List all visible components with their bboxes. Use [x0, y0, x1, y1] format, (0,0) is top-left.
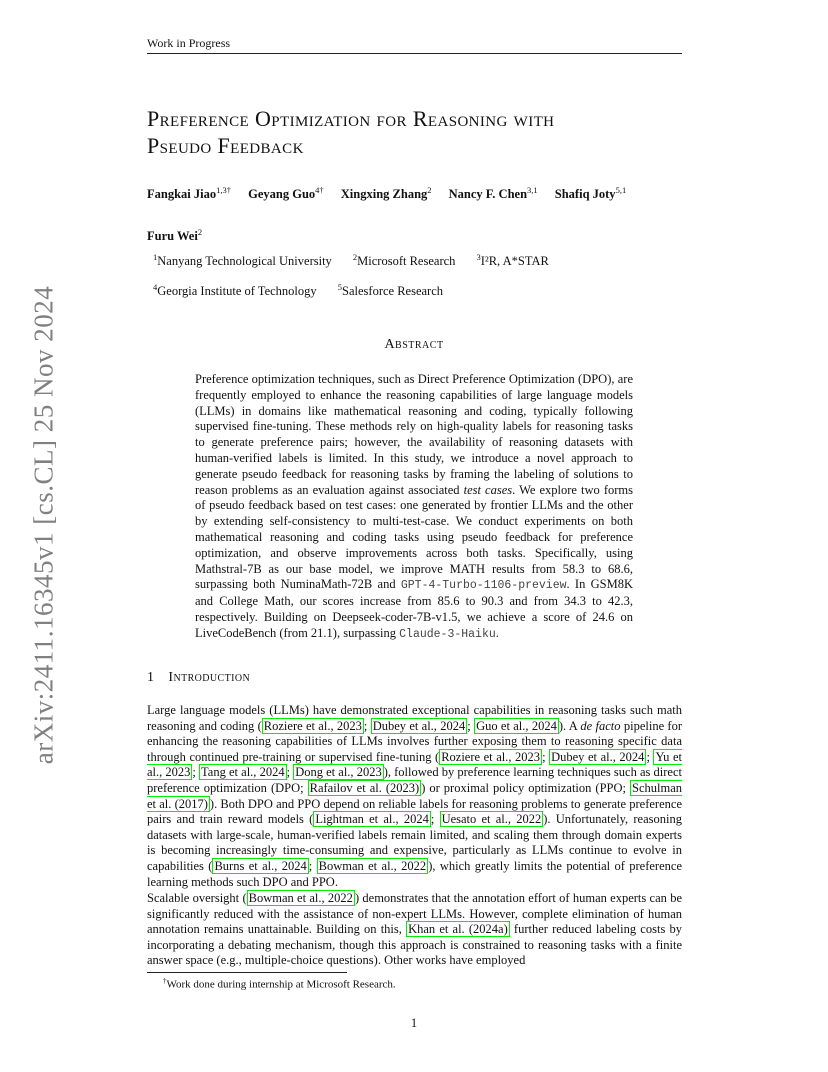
header-rule	[147, 53, 682, 54]
citation-link[interactable]: Roziere et al., 2023	[263, 718, 362, 733]
intro-paragraph-1: Large language models (LLMs) have demonstrated exceptional capabilities in reasoning tasks such math reasoning and coding ( Roziere et al., 2023 ; Dubey et al., 2024 ; Guo et al., 2024 ). A de facto pipeline for enhancing the reasoning capabilities of LLMs involves further exposing them to reasoning specific data through continued pre-training or supervised fine-tuning ( Roziere et al., 2023 ; Dubey et al., 2024 ; Yu et al., 2023 ; Tang et al., 2024 ; Dong et al., 2023 ), followed by preference learning techniques such as direct preference optimization (DPO; Rafailov et al. (2023) ) or proximal policy optimization (PPO; Schulman et al. (2017) ). Both DPO and PPO depend on reliable labels for reasoning problems to generate preference pairs and train reward models ( Lightman et al., 2024 ; Uesato et al., 2022 ). Unfortunately, reasoning datasets with large-scale, human-verified labels remain limited, and scaling them through domain experts is becoming increasingly time-consuming and expensive, particularly as LLMs continue to evolve in capabilities ( Burns et al., 2024 ; Bowman et al., 2022 ), which greatly limits the potential of preference learning methods such DPO and PPO.	[147, 703, 683, 889]
citation-link[interactable]: Roziere et al., 2023	[441, 749, 541, 764]
citation-link[interactable]: Uesato et al., 2022	[441, 812, 542, 827]
title-line-1: Preference Optimization for Reasoning with	[147, 106, 555, 131]
citation-link[interactable]: Schulman et al. (2017)	[147, 780, 682, 811]
author: Xingxing Zhang$^2$	[340, 185, 432, 202]
affiliation: $^4$Georgia Institute of Technology	[153, 282, 317, 299]
author: Shafiq Joty$^{5,1}$	[554, 185, 627, 202]
citation-link[interactable]: Guo et al., 2024	[476, 718, 557, 733]
affiliation: $^2$Microsoft Research	[352, 252, 456, 269]
citation-link[interactable]: Bowman et al., 2022	[318, 858, 427, 873]
affiliation: $^3$I²R, A*STAR	[476, 252, 549, 269]
intro-paragraph-2: Scalable oversight ( Bowman et al., 2022 ) demonstrates that the annotation effort of human experts can be significantly reduced with the assistance of non-expert LLMs. However, complete elimination of human annotation remains unattainable. Building on this, Khan et al. (2024a) further reduced labeling costs by incorporating a debating mechanism, though this approach is constrained to reasoning tasks with a finite answer space (e.g., multiple-choice questions). Other works have employed	[147, 891, 682, 968]
affiliation: $^5$Salesforce Research	[337, 282, 444, 299]
abstract-heading: Abstract	[384, 337, 444, 352]
author: Furu Wei$^2$	[147, 227, 203, 244]
citation-link[interactable]: Dong et al., 2023	[295, 765, 382, 780]
citation-link[interactable]: Dubey et al., 2024	[372, 718, 466, 733]
affiliation: $^1$Nanyang Technological University	[153, 252, 332, 269]
author: Geyang Guo$^{4\dagger}$	[248, 185, 324, 202]
author: Nancy F. Chen$^{3,1}$	[448, 185, 538, 202]
abstract-body: Preference optimization techniques, such as Direct Preference Optimization (DPO), are frequently employed to enhance the reasoning capabilities of large language models (LLMs) in domains like mathematical reasoning and coding, typically following supervised fine-tuning. These methods rely on high-quality labels for reasoning tasks to generate preference pairs; however, the availability of reasoning datasets with human-verified labels is limited. In this study, we introduce a novel approach to generate pseudo feedback for reasoning tasks by framing the labeling of solutions to reason problems as an evaluation against associated test cases. We explore two forms of pseudo feedback based on test cases: one generated by frontier LLMs and the other by extending self-consistency to multi-test-case. We conduct experiments on both mathematical reasoning and coding tasks using pseudo feedback for preference optimization, and observe improvements across both tasks. Specifically, using Mathstral-7B as our base model, we improve MATH results from 58.3 to 68.6, surpassing both NuminaMath-72B and GPT-4-Turbo-1106-preview. In GSM8K and College Math, our scores increase from 85.6 to 90.3 and from 34.3 to 42.3, respectively. Building on Deepseek-coder-7B-v1.5, we achieve a score of 24.6 on LiveCodeBench (from 21.1), surpassing Claude-3-Haiku.	[195, 372, 634, 641]
citation-link[interactable]: Burns et al., 2024	[214, 858, 307, 873]
footnote-rule	[147, 972, 347, 973]
author-list	[147, 182, 687, 244]
footnote: †Work done during internship at Microsoft Research.	[163, 977, 396, 991]
citation-link[interactable]: Dubey et al., 2024	[551, 749, 645, 764]
citation-link[interactable]: Khan et al. (2024a)	[408, 922, 508, 937]
section-heading: 1 Introduction	[147, 670, 251, 685]
paper-title	[147, 105, 687, 159]
running-head: Work in Progress	[147, 36, 231, 50]
citation-link[interactable]: Yu et al., 2023	[147, 749, 682, 780]
affiliations-line-2	[153, 282, 461, 299]
page-number: 1	[410, 1016, 418, 1030]
citation-link[interactable]: Rafailov et al. (2023)	[309, 780, 420, 795]
title-line-2: Pseudo Feedback	[147, 133, 304, 158]
citation-link[interactable]: Tang et al., 2024	[201, 765, 285, 780]
citation-link[interactable]: Lightman et al., 2024	[315, 812, 429, 827]
citation-link[interactable]: Bowman et al., 2022	[248, 891, 353, 905]
author: Fangkai Jiao$^{1,3\dagger}$	[147, 185, 231, 202]
affiliations-line-1	[153, 252, 567, 269]
